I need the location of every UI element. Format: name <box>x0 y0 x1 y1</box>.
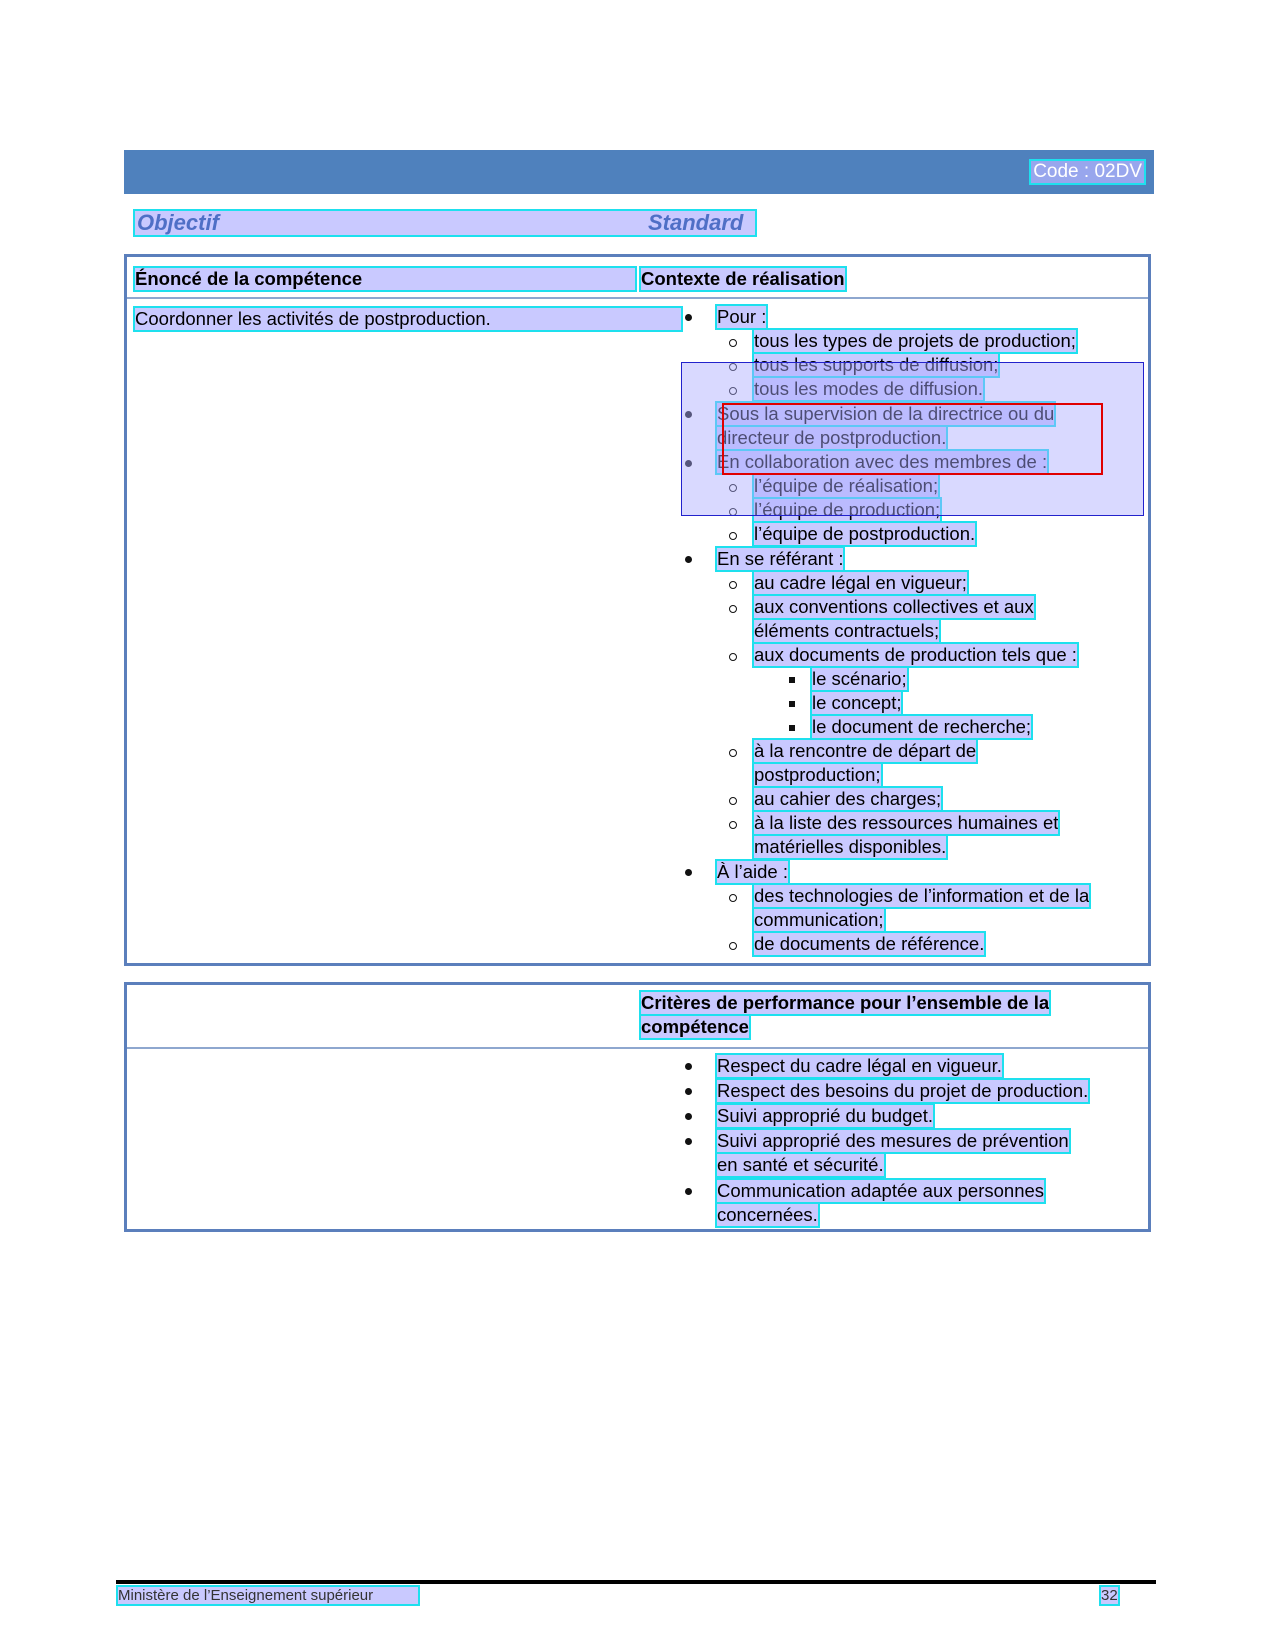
objectif-label: Objectif <box>137 210 219 235</box>
list-item-continuation: communication; <box>754 909 884 930</box>
bullet-icon <box>679 309 701 327</box>
list-item: Pour : <box>717 306 767 327</box>
list-item: l’équipe de réalisation; <box>754 475 939 496</box>
list-item: au cahier des charges; <box>754 788 942 809</box>
criteria-header: Critères de performance pour l’ensemble de la <box>641 992 1050 1013</box>
list-item: Respect du cadre légal en vigueur. <box>717 1055 1002 1076</box>
context-header: Contexte de réalisation <box>641 268 845 289</box>
list-item: À l’aide : <box>717 861 788 882</box>
list-item: aux conventions collectives et aux <box>754 596 1034 617</box>
criteria-header-continuation: compétence <box>641 1016 749 1037</box>
list-item: le scénario; <box>812 668 907 689</box>
list-item: tous les types de projets de production; <box>754 330 1076 351</box>
circle-bullet-icon <box>725 648 747 666</box>
footer-rule <box>116 1580 1156 1584</box>
bullet-icon <box>679 1108 701 1126</box>
list-item: l’équipe de production; <box>754 499 941 520</box>
bullet-icon <box>679 1058 701 1076</box>
footer-ministry: Ministère de l’Enseignement supérieur <box>118 1587 418 1604</box>
list-item-continuation: concernées. <box>717 1204 818 1225</box>
list-item: tous les supports de diffusion; <box>754 354 999 375</box>
square-bullet-icon <box>783 696 805 714</box>
circle-bullet-icon <box>725 792 747 810</box>
bullet-icon <box>679 1133 701 1151</box>
list-item-continuation: éléments contractuels; <box>754 620 940 641</box>
header-divider <box>127 297 1148 299</box>
list-item: le concept; <box>812 692 902 713</box>
list-item: le document de recherche; <box>812 716 1032 737</box>
list-item: l’équipe de postproduction. <box>754 523 976 544</box>
circle-bullet-icon <box>725 576 747 594</box>
list-item: En collaboration avec des membres de : <box>717 451 1048 472</box>
list-item: En se référant : <box>717 548 844 569</box>
program-code: Code : 02DV <box>1033 161 1142 182</box>
list-item: Suivi approprié du budget. <box>717 1105 933 1126</box>
square-bullet-icon <box>783 720 805 738</box>
objective-standard-heading <box>135 211 755 235</box>
highlight-box <box>722 403 1103 475</box>
bullet-icon <box>679 551 701 569</box>
list-item: Suivi approprié des mesures de prévention <box>717 1130 1069 1151</box>
competence-statement-header: Énoncé de la compétence <box>135 268 635 290</box>
list-item: Respect des besoins du projet de production. <box>717 1080 1089 1101</box>
circle-bullet-icon <box>725 527 747 545</box>
code-band <box>124 150 1154 194</box>
circle-bullet-icon <box>725 744 747 762</box>
circle-bullet-icon <box>725 600 747 618</box>
circle-bullet-icon <box>725 816 747 834</box>
list-item-continuation: postproduction; <box>754 764 881 785</box>
list-item: des technologies de l’information et de la <box>754 885 1090 906</box>
list-item: aux documents de production tels que : <box>754 644 1077 665</box>
list-item: Sous la supervision de la directrice ou du <box>717 403 1055 424</box>
list-item: à la rencontre de départ de <box>754 740 977 761</box>
bullet-icon <box>679 1083 701 1101</box>
circle-bullet-icon <box>725 889 747 907</box>
bullet-icon <box>679 864 701 882</box>
bullet-icon <box>679 1183 701 1201</box>
circle-bullet-icon <box>725 334 747 352</box>
page-number: 32 <box>1101 1587 1118 1604</box>
competence-statement: Coordonner les activités de postproduction. <box>135 308 681 330</box>
header-divider <box>127 1047 1148 1049</box>
list-item: à la liste des ressources humaines et <box>754 812 1059 833</box>
list-item-continuation: matérielles disponibles. <box>754 836 947 857</box>
square-bullet-icon <box>783 672 805 690</box>
list-item: Communication adaptée aux personnes <box>717 1180 1045 1201</box>
standard-label: Standard <box>648 210 744 235</box>
list-item: de documents de référence. <box>754 933 985 954</box>
circle-bullet-icon <box>725 937 747 955</box>
list-item-continuation: en santé et sécurité. <box>717 1154 884 1175</box>
list-item-continuation: directeur de postproduction. <box>717 427 947 448</box>
list-item: tous les modes de diffusion. <box>754 378 983 399</box>
list-item: au cadre légal en vigueur; <box>754 572 967 593</box>
